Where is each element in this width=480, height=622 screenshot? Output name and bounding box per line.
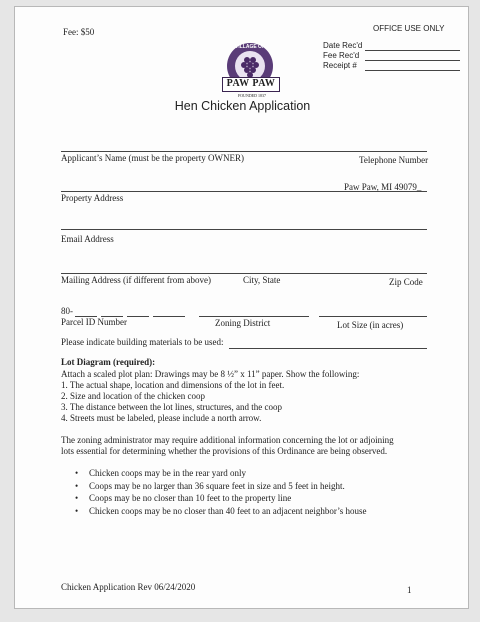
mailing-address-label: Mailing Address (if different from above): [61, 275, 212, 285]
property-address-line[interactable]: [61, 191, 427, 192]
parcel-segment-3[interactable]: [127, 316, 149, 317]
email-line[interactable]: [61, 229, 427, 230]
date-received-line[interactable]: [365, 50, 460, 51]
fee-text: Fee: $50: [63, 27, 95, 37]
logo-band: PAW PAW: [222, 77, 280, 92]
lot-diagram-item: 3. The distance between the lot lines, structures, and the coop: [61, 402, 283, 412]
lot-diagram-heading: Lot Diagram (required):: [61, 357, 156, 367]
email-label: Email Address: [61, 234, 114, 244]
page-title: Hen Chicken Application: [174, 99, 311, 113]
parcel-prefix: 80-: [61, 306, 73, 316]
logo-arc-text: VILLAGE OF: [235, 44, 265, 50]
property-address-label: Property Address: [61, 193, 124, 203]
fee-received-line[interactable]: [365, 60, 460, 61]
materials-label: Please indicate building materials to be used:: [61, 337, 224, 347]
application-page: [14, 6, 469, 609]
logo-subtext: FOUNDED 1837: [237, 93, 267, 98]
coop-rule: • Chicken coops may be in the rear yard only: [75, 467, 435, 480]
receipt-label: Receipt #: [323, 61, 357, 70]
lot-diagram-intro: Attach a scaled plot plan: Drawings may be 8 ½” x 11” paper. Show the following:: [61, 369, 360, 379]
city-prefill: Paw Paw, MI 49079_: [344, 182, 422, 192]
zoning-district-label: Zoning District: [215, 318, 271, 328]
applicant-name-line[interactable]: [61, 151, 427, 152]
telephone-label: Telephone Number: [359, 155, 429, 165]
footer-form-name: Chicken Application Rev 06/24/2020: [61, 582, 196, 592]
parcel-segment-4[interactable]: [153, 316, 185, 317]
lot-diagram-item: 1. The actual shape, location and dimensions of the lot in feet.: [61, 380, 285, 390]
coop-rule: • Coops may be no larger than 36 square feet in size and 5 feet in height.: [75, 480, 435, 493]
lot-diagram-item: 4. Streets must be labeled, please include a north arrow.: [61, 413, 262, 423]
mailing-address-line[interactable]: [61, 273, 427, 274]
zoning-line[interactable]: [199, 316, 309, 317]
office-use-title: OFFICE USE ONLY: [373, 24, 445, 33]
zoning-note: The zoning administrator may require additional information concerning the lot or adjoining lots essential for determining whether the provisions of this Ordinance are being observed.: [61, 435, 394, 456]
lot-diagram-item: 2. Size and location of the chicken coop: [61, 391, 205, 401]
materials-line[interactable]: [229, 348, 427, 349]
coop-rule: • Coops may be no closer than 10 feet to the property line: [75, 492, 435, 505]
city-state-label: City, State: [243, 275, 281, 285]
applicant-name-label: Applicant’s Name (must be the property OWNER): [61, 153, 244, 163]
lot-size-label: Lot Size (in acres): [337, 320, 404, 330]
fee-received-label: Fee Rec'd: [323, 51, 360, 60]
coop-rules-list: [75, 467, 435, 517]
lot-size-line[interactable]: [319, 316, 427, 317]
zip-code-label: Zip Code: [389, 277, 423, 287]
receipt-line[interactable]: [365, 70, 460, 71]
coop-rule: • Chicken coops may be no closer than 40 feet to an adjacent neighbor’s house: [75, 505, 435, 518]
date-received-label: Date Rec'd: [323, 41, 363, 50]
parcel-id-label: Parcel ID Number: [61, 317, 127, 327]
page-number: 1: [407, 585, 412, 595]
